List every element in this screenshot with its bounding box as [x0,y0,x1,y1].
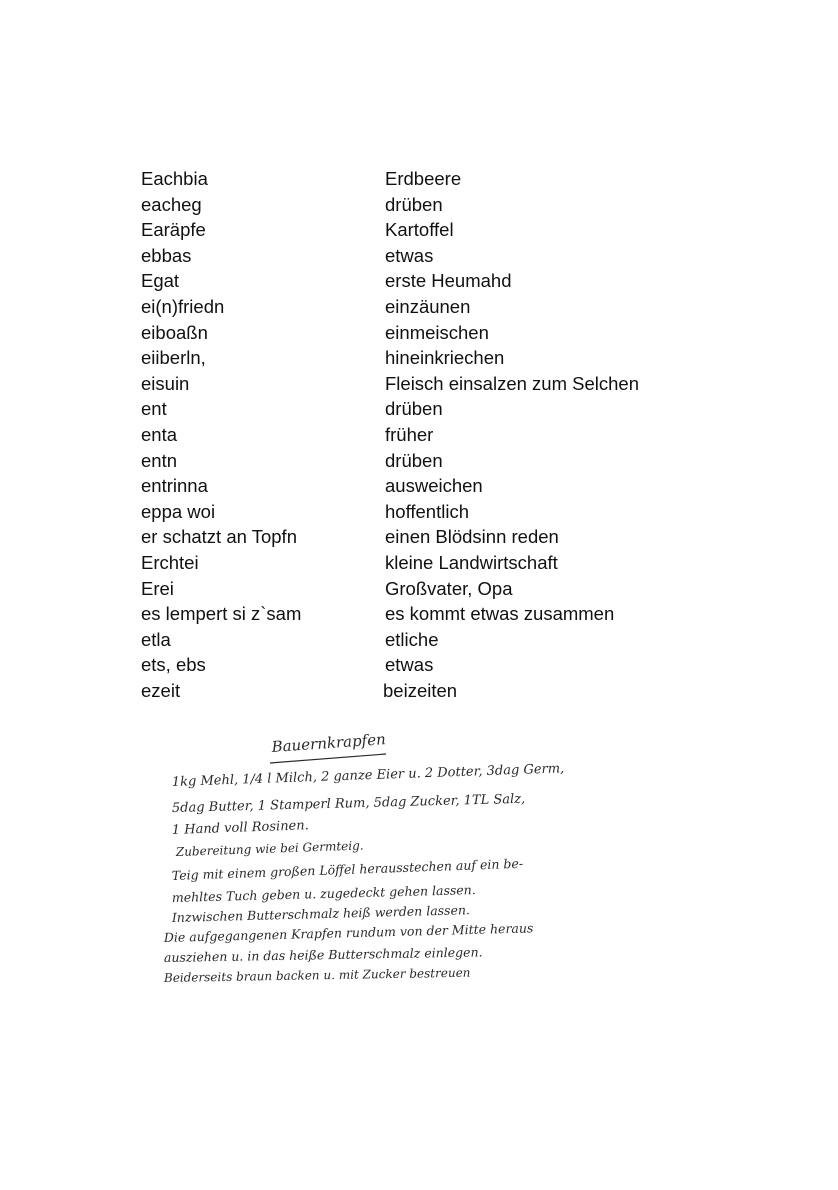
glossary-term: Earäpfe [141,219,206,241]
glossary-term: es lempert si z`sam [141,603,302,625]
glossary-term: Eachbia [141,168,208,189]
glossary-meaning: einzäunen [385,295,471,317]
glossary-row [141,499,701,525]
recipe-line-6: mehltes Tuch geben u. zugedeckt gehen lassen. [171,882,476,905]
glossary-term: ebbas [141,244,192,266]
handwriting-image [160,730,630,990]
glossary-meaning: einmeischen [385,321,489,343]
glossary-meaning: Großvater, Opa [385,577,513,599]
glossary-row [141,576,701,602]
recipe-line-3: 1 Hand voll Rosinen. [171,818,310,838]
glossary-meaning: erste Heumahd [385,270,512,292]
glossary-row [141,294,701,320]
glossary-meaning: ausweichen [385,475,483,497]
glossary-row [141,473,701,499]
glossary-row [141,448,701,474]
glossary-term: ent [141,398,167,420]
glossary-meaning: es kommt etwas zusammen [385,603,615,625]
glossary-term: eisuin [141,372,190,394]
glossary-row [141,422,701,448]
glossary-meaning: kleine Landwirtschaft [385,551,558,573]
glossary-row [141,166,701,192]
recipe-line-7: Inzwischen Butterschmalz heiß werden lassen. [171,902,471,925]
glossary-meaning: Fleisch einsalzen zum Selchen [385,372,639,394]
glossary-meaning: etwas [385,244,434,266]
recipe-line-8: Die aufgegangenen Krapfen rundum von der Mitte heraus [163,920,534,945]
glossary-meaning: drüben [385,449,443,471]
glossary-term: eiboaßn [141,321,208,343]
glossary-term: eacheg [141,193,202,215]
glossary-meaning: drüben [385,398,443,420]
glossary-meaning: hoffentlich [385,500,469,522]
handwritten-recipe [160,730,630,990]
glossary-term: entn [141,449,178,471]
recipe-line-2: 5dag Butter, 1 Stamperl Rum, 5dag Zucker, 1TL Salz, [171,791,526,816]
glossary-meaning: drüben [385,193,443,215]
glossary-meaning: etliche [385,628,439,650]
glossary-row [141,627,701,653]
glossary-term: Erei [141,577,174,599]
glossary-row [141,217,701,243]
glossary-row [141,320,701,346]
glossary-term: ei(n)friedn [141,295,225,317]
glossary-term: eiiberln, [141,347,206,369]
glossary-meaning: früher [385,423,434,445]
glossary-row [141,371,701,397]
glossary-term: entrinna [141,475,208,497]
glossary-term: enta [141,423,178,445]
glossary-row [141,192,701,218]
recipe-line-4: Zubereitung wie bei Germteig. [175,838,364,859]
glossary-row [141,243,701,269]
glossary-row [141,601,701,627]
recipe-line-1: 1kg Mehl, 1/4 l Milch, 2 ganze Eier u. 2 Dotter, 3dag Germ, [171,761,565,790]
glossary-meaning: einen Blödsinn reden [385,526,559,548]
recipe-line-9: ausziehen u. in das heiße Butterschmalz einlegen. [163,944,483,965]
glossary-term: eppa woi [141,500,216,522]
glossary-term: ezeit [141,679,181,701]
glossary-list [141,166,701,703]
glossary-row [141,550,701,576]
glossary-row [141,268,701,294]
glossary-row [141,678,701,704]
glossary-meaning: Erdbeere [385,168,462,189]
glossary-row [141,396,701,422]
glossary-term: er schatzt an Topfn [141,526,297,548]
glossary-row [141,345,701,371]
recipe-line-5: Teig mit einem großen Löffel herausstechen auf ein be- [171,855,524,883]
glossary-meaning: Kartoffel [385,219,454,241]
glossary-term: etla [141,628,171,650]
glossary-term: Egat [141,270,180,292]
recipe-title: Bauernkrapfen [271,730,387,756]
glossary-meaning: etwas [385,654,434,676]
glossary-meaning: hineinkriechen [385,347,505,369]
glossary-term: Erchtei [141,551,199,573]
glossary-meaning: beizeiten [383,679,458,701]
recipe-line-10: Beiderseits braun backen u. mit Zucker bestreuen [163,965,471,985]
title-underline [270,754,386,763]
glossary-row [141,652,701,678]
glossary-term: ets, ebs [141,654,206,676]
glossary-row [141,524,701,550]
